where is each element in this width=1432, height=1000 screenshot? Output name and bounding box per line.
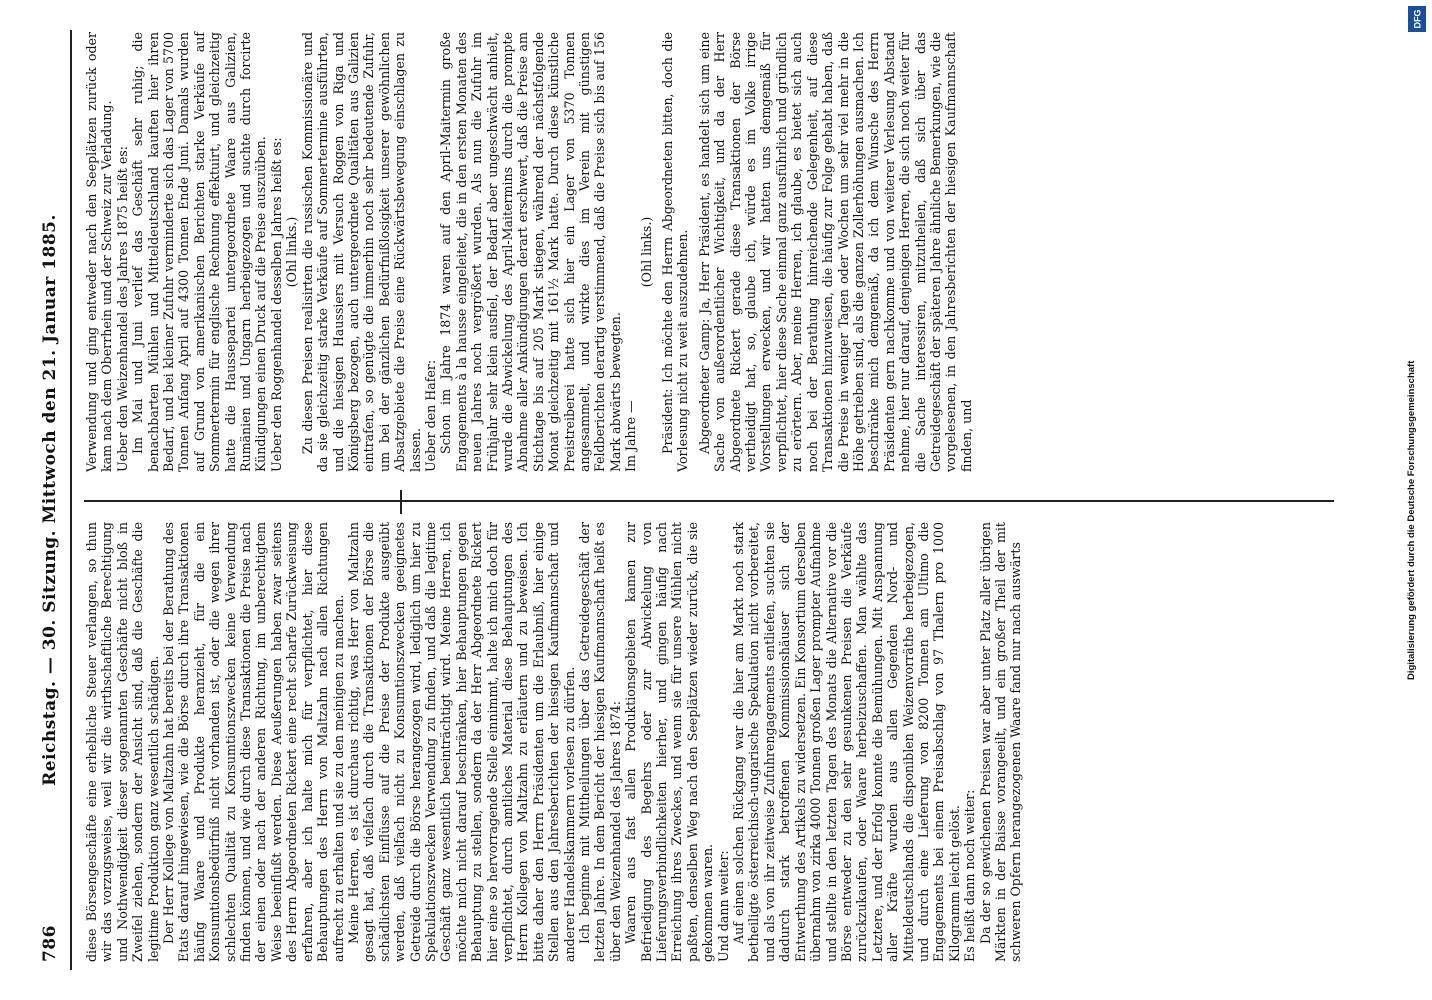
- paragraph: Es heißt dann noch weiter:: [962, 789, 978, 962]
- right-column: [84, 32, 974, 472]
- quoted-paragraph: Waaren aus fast allen Produktionsgebieten kamen zur Befriedigung des Begehrs oder zur Abwickelung von Lieferungsverbindlichkeiten hierher, und gingen häufig nach Erreichung ihres Zweckes, und wenn sie für unsere Mühlen nicht paßten, denselben Weg nach den Seeplätzen wieder zurück, die sie gekommen waren.: [623, 522, 716, 962]
- interjection: (Ohl links.): [284, 216, 300, 288]
- quoted-paragraph: Schon im Jahre 1874 waren auf den April-Maitermin große Engagements à la hausse eingeleitet, die in den ersten Monaten des neuen Jahres noch vergrößert wurden. Als nun die Zufuhr im Frühjahr sehr klein ausfiel, der Bedarf aber ungeschwächt anhielt, wurde die Abwickelung des April-Maitermins durch die prompte Abnahme aller Ankündigungen derart erschwert, daß die Preise am Stichtage bis auf 205 Mark stiegen, während der nächstfolgende Monat gleichzeitig mit 161½ Mark hatte. Durch diese künstliche Preistreiberei hatte sich hier ein Lager von 5370 Tonnen angesammelt, und wirkte dies im Verein mit günstigen Feldberichten derartig verstimmend, daß die Preise sich bis auf 156 Mark abwärts bewegten.: [438, 32, 623, 472]
- column-divider-mark: [400, 490, 402, 514]
- paragraph: Der Herr Kollege von Maltzahn hat bereits bei der Berathung des Etats darauf hingewiesen, wie die Börse durch ihre Transaktionen häufig Waare und Produkte heranzieht, für die ein Konsumtionsbedürfniß nicht vorhanden ist, oder die wegen ihrer schlechten Qualität zu Konsumtionszwecken keine Verwendung finden können, und wie durch diese Transaktionen die Preise nach der einen oder nach der anderen Richtung, im unberechtigtem Weise beeinflußt werden. Diese Aeußerungen haben zwar seitens des Herrn Abgeordneten Rickert eine recht scharfe Zurückweisung erfahren, aber ich halte mich für verpflichtet, hier diese Behauptungen des Herrn von Maltzahn nach allen Richtungen aufrecht zu erhalten und sie zu den meinigen zu machen.: [161, 522, 346, 962]
- left-column: [84, 522, 1024, 962]
- column-divider: [84, 500, 1334, 502]
- quoted-paragraph: Zu diesen Preisen realisirten die russischen Kommissionäre und da sie gleichzeitig starke Verkäufe auf Sommertermine ausführten, und die hiesigen Haussiers mit Versuch Roggen von Riga und Königsberg bezogen, auch untergeordnete Qualitäten aus Galizien eintrafen, so genügte die immerhin noch sehr bedeutende Zufuhr, um bei der gänzlichen Bedürfnißlosigkeit unserer gewöhnlichen Absatzgebiete die Preise eine Rückwärtsbewegung einschlagen zu lassen.: [299, 32, 423, 472]
- dfg-logo: DFG: [1408, 6, 1426, 32]
- paragraph: Ueber den Hafer:: [422, 359, 438, 472]
- paragraph: Meine Herren, es ist durchaus richtig, was Herr von Maltzahn gesagt hat, daß vielfach durch die Transaktionen der Börse die schädlichsten Einflüsse auf die Preise der Produkte ausgeübt werden, daß vielfach nicht zu Konsumtionszwecken geeignetes Getreide durch die Börse herangezogen wird, lediglich um hier zu Spekulationszwecken Verwendung zu finden, und daß die legitime Geschäft ganz wesentlich beeinträchtigt wird. Meine Herren, ich möchte mich nicht darauf beschränken, hier Behauptungen gegen Behauptung zu stellen, sondern da der Herr Abgeordnete Rickert hier eine so hervorragende Stelle einnimmt, halte ich mich doch für verpflichtet, durch amtliches Material diese Behauptungen des Herrn Kollegen von Maltzahn zu erläutern und zu beweisen. Ich bitte daher den Herrn Präsidenten um die Erlaubniß, hier einige Stellen aus den Jahresberichten der hiesigen Kaufmannschaft und anderer Handelskammern vorlesen zu dürfen.: [345, 522, 577, 962]
- page-number: 786: [40, 925, 60, 962]
- quoted-paragraph: Im Mai und Juni verlief das Geschäft sehr ruhig; die benachbarten Mühlen und Mitteldeutschland kauften hier ihren Bedarf, und bei kleiner Zufuhr verminderte sich das Lager von 5700 Tonnen Anfang April auf 4300 Tonnen Ende Juni. Damals wurden auf Grund von amerikanischen Berichten starke Verkäufe auf Sommertermin für englische Rechnung effektuirt, und gleichzeitig hatte die Haussepartei untergeordnete Waare aus Galizien, Rumänien und Ungarn herbeigezogen und suchte durch forcirte Kündigungen einen Druck auf die Preise auszuüben.: [130, 32, 269, 472]
- header-title: Reichstag. — 30. Sitzung. Mittwoch den 21. Januar 1885.: [40, 214, 60, 786]
- digitization-credit: Digitalisierung gefördert durch die Deutsche Forschungsgemeinschaft: [1406, 360, 1417, 680]
- paragraph: Und dann weiter:: [715, 850, 731, 962]
- paragraph: Ueber den Roggenhandel desselben Jahres heißt es:: [268, 137, 284, 472]
- paragraph: Ich beginne mit Mittheilungen über das Getreidegeschäft der letzten Jahre. In dem Bericht der hiesigen Kaufmannschaft heißt es über den Weizenhandel des Jahres 1874:: [577, 522, 623, 962]
- speaker-paragraph-president: Präsident: Ich möchte den Herrn Abgeordneten bitten, doch die Vorlesung nicht zu weit auszudehnen.: [660, 32, 691, 472]
- interjection: (Ohl links.): [638, 216, 654, 288]
- paragraph: Im Jahre —: [623, 400, 639, 472]
- speaker-paragraph-gamp: Abgeordneter Gamp: Ja, Herr Präsident, es handelt sich um eine Sache von außerordentlicher Wichtigkeit, und da der Herr Abgeordnete Rickert gerade diese Transaktionen der Börse vertheidigt hat, so, glaube ich, würde es im Volke irrige Vorstellungen erwecken, und wir hatten uns demgemäß für verpflichtet, hier diese Sache einmal ganz ausführlich und gründlich zu erörtern. Aber, meine Herren, ich glaube, es bietet sich auch noch bei der Berathung hinreichende Gelegenheit, auf diese Transaktionen hinzuweisen, die häufig zur Folge gehabt haben, daß die Preise in weniger Tagen oder Wochen um sehr viel mehr in die Höhe getrieben sind, als die ganzen Zollerhöhungen ausmachen. Ich beschränke mich demgemäß, da ich dem Wunsche des Herrn Präsidenten gern nachkomme und von weiterer Verlesung Abstand nehme, hier nur darauf, denjenigen Herren, die sich noch weiter für die Sache interessiren, mitzutheilen, daß sich über das Getreidegeschäft der späteren Jahre ähnliche Bemerkungen, wie die vorgelesenen, in den Jahresberichten der hiesigen Kaufmannschaft finden, und: [696, 32, 974, 472]
- paragraph: diese Börsengeschäfte eine erhebliche Steuer verlangen, so thun wir das vorzugsweise, weil wir die wirthschaftliche Berechtigung und Nothwendigkeit dieser sogenannten Geschäfte nicht bloß in Zweifel ziehen, sondern der Ansicht sind, daß die Geschäfte die legitime Produktion ganz wesentlich schädigen.: [84, 522, 161, 962]
- paragraph: Ueber den Weizenhandel des Jahres 1875 heißt es:: [114, 146, 130, 472]
- quoted-paragraph: Verwendung und ging entweder nach den Seeplätzen zurück oder kam nach dem Oberrhein und der Schweiz zur Verladung.: [84, 32, 115, 472]
- quoted-paragraph: Auf einen solchen Rückgang war die hier am Markt noch stark betheiligte österreichisch-ungarische Spekulation nicht vorbereitet, und als von ihr zeitweise Zufuhrengagements entliefen, suchten sie dadurch stark betroffenen Kommissionshäuser sich der Entwerthung des Artikels zu widersetzen. Ein Konsortium derselben übernahm von zirka 4000 Tonnen großen Lager prompter Aufnahme und stellte in den letzten Tagen des Monats die Alternative vor die Börse entweder zu den sehr gesunkenen Preisen die Verkäufe zurückzukaufen, oder Waare herbeizuschaffen. Man wählte das Letztere, und der Erfolg konnte die Bemühungen. Mit Anspannung aller Kräfte wurden aus allen Gegenden Nord- und Mitteldeutschlands die disponiblen Weizenvorräthe herbeigezogen, und durch eine Lieferung von 8200 Tonnen am Ultimo die Engagements bei einem Preisabschlag von 97 Thalern pro 1000 Kilogramm leicht gelöst.: [731, 522, 962, 962]
- quoted-paragraph: Da der so gewichenen Preisen war aber unter Platz aller übrigen Märkten in der Baisse vorangeeilt, und ein großer Theil der mit schweren Opfern herangezogenen Waare fand nur nach auswärts: [977, 522, 1024, 962]
- running-header: [40, 30, 68, 970]
- header-rule: [70, 30, 72, 970]
